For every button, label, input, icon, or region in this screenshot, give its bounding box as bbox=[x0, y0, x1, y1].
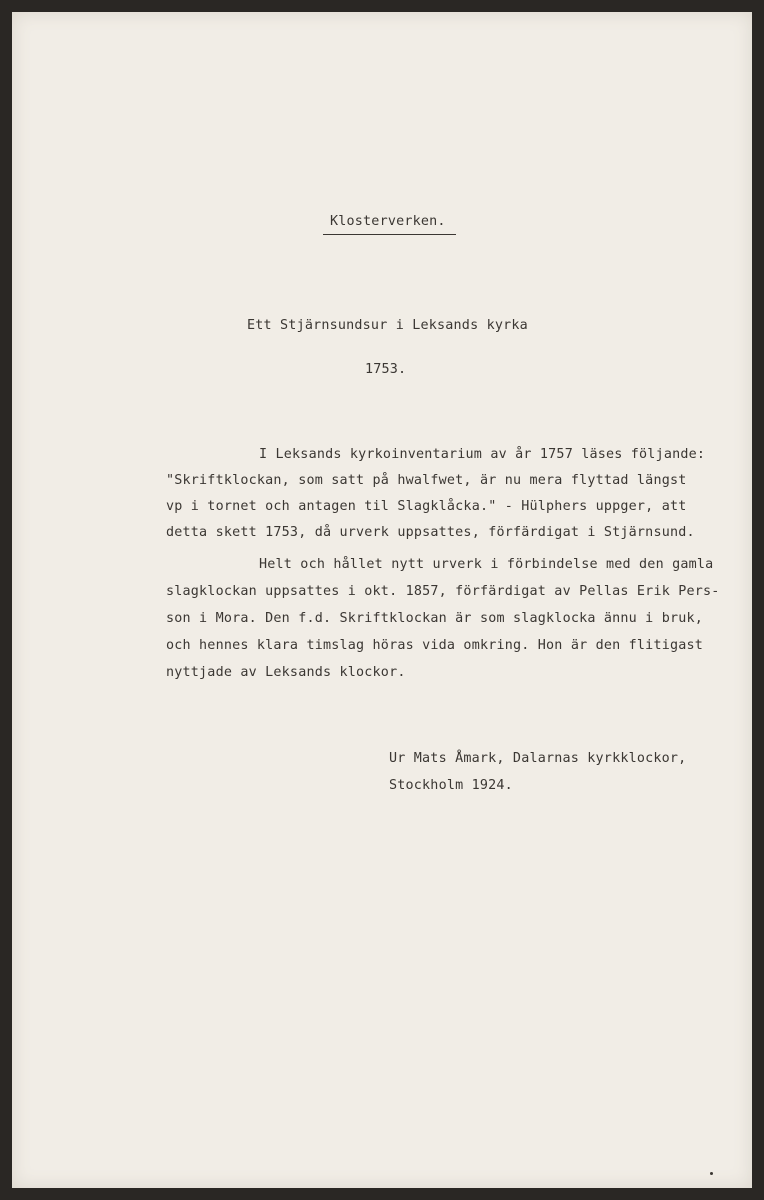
title-underline bbox=[323, 234, 456, 235]
paragraph1-line: vp i tornet och antagen til Slagklåcka." - Hülphers uppger, att bbox=[166, 499, 687, 514]
document-title: Klosterverken. bbox=[330, 214, 446, 229]
document-page bbox=[12, 12, 752, 1188]
bleed-through-marks bbox=[570, 40, 664, 115]
page-mark bbox=[710, 1172, 713, 1175]
paragraph2-line: son i Mora. Den f.d. Skriftklockan är som slagklocka ännu i bruk, bbox=[166, 611, 704, 626]
paragraph2-line: slagklockan uppsattes i okt. 1857, förfärdigat av Pellas Erik Pers- bbox=[166, 584, 720, 599]
source-line: Ur Mats Åmark, Dalarnas kyrkklockor, bbox=[389, 751, 687, 766]
paragraph2-line: och hennes klara timslag höras vida omkring. Hon är den flitigast bbox=[166, 638, 704, 653]
paragraph1-line: I Leksands kyrkoinventarium av år 1757 läses följande: bbox=[259, 447, 706, 462]
document-subtitle: Ett Stjärnsundsur i Leksands kyrka bbox=[247, 318, 528, 333]
source-line: Stockholm 1924. bbox=[389, 778, 513, 793]
paragraph1-line: detta skett 1753, då urverk uppsattes, förfärdigat i Stjärnsund. bbox=[166, 525, 695, 540]
paragraph2-line: nyttjade av Leksands klockor. bbox=[166, 665, 406, 680]
paragraph2-line: Helt och hållet nytt urverk i förbindelse med den gamla bbox=[259, 557, 714, 572]
document-year: 1753. bbox=[365, 362, 407, 377]
paragraph1-line: "Skriftklockan, som satt på hwalfwet, är nu mera flyttad längst bbox=[166, 473, 687, 488]
